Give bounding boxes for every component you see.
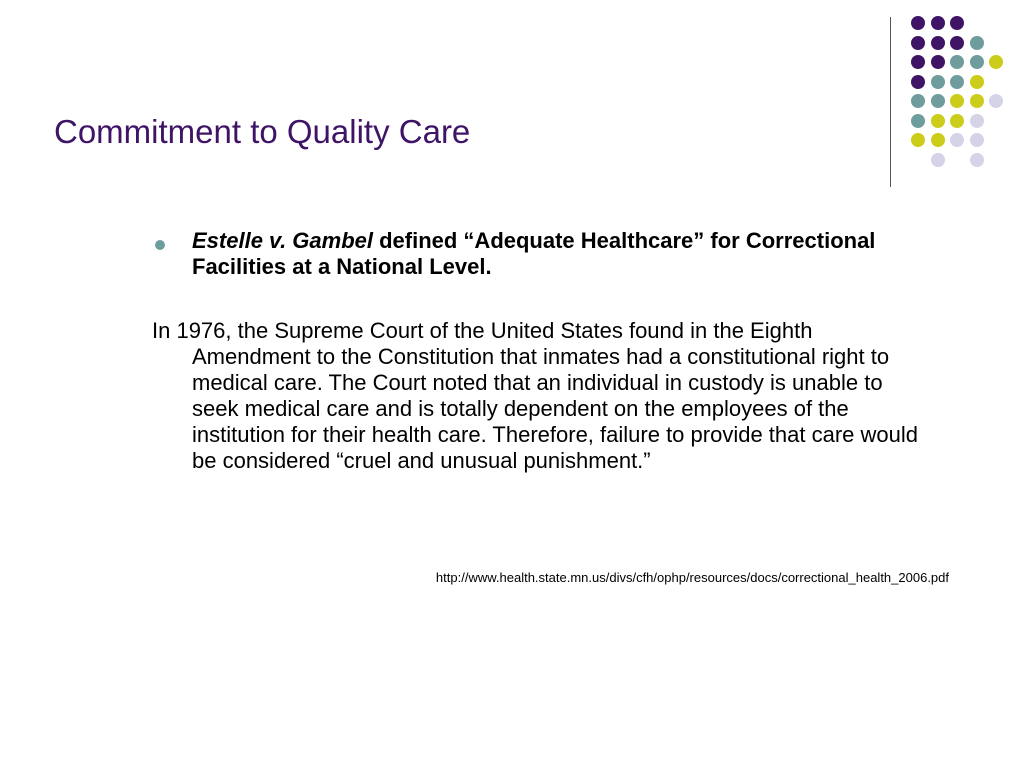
decorative-dot	[911, 133, 925, 147]
case-name: Estelle v. Gambel	[192, 228, 373, 253]
decorative-dot	[950, 55, 964, 69]
decorative-dot	[989, 94, 1003, 108]
decorative-dot	[989, 55, 1003, 69]
decorative-dot	[970, 114, 984, 128]
decorative-dot	[911, 114, 925, 128]
decorative-dot	[970, 94, 984, 108]
decorative-dot	[950, 94, 964, 108]
decorative-dot	[911, 16, 925, 30]
decorative-dot	[911, 36, 925, 50]
bullet-text	[192, 228, 912, 280]
decorative-dot	[931, 55, 945, 69]
decorative-dot	[970, 153, 984, 167]
decorative-dot	[950, 16, 964, 30]
decorative-dot	[950, 114, 964, 128]
decorative-dot	[931, 16, 945, 30]
decorative-dot	[931, 114, 945, 128]
decorative-dot	[970, 55, 984, 69]
decorative-dot	[931, 75, 945, 89]
decorative-dot	[970, 133, 984, 147]
decorative-dot	[950, 75, 964, 89]
source-url: http://www.health.state.mn.us/divs/cfh/ophp/resources/docs/correctional_health_2006.pdf	[435, 570, 949, 585]
decorative-dot	[931, 94, 945, 108]
bullet-dot-icon	[155, 240, 165, 250]
bullet-item	[152, 228, 912, 280]
slide-title: Commitment to Quality Care	[54, 113, 471, 150]
decorative-dot	[931, 36, 945, 50]
decorative-dot	[911, 94, 925, 108]
bullet-description: defined “Adequate Healthcare” for Correctional Facilities at a National Level.	[192, 228, 876, 279]
decorative-dot	[970, 36, 984, 50]
decorative-dot	[911, 55, 925, 69]
decorative-dot	[950, 133, 964, 147]
decorative-dot	[931, 153, 945, 167]
decorative-dot	[970, 75, 984, 89]
decorative-dot	[911, 75, 925, 89]
decorative-dot	[950, 36, 964, 50]
body-paragraph: In 1976, the Supreme Court of the United States found in the Eighth Amendment to the Constitution that inmates had a constitutional right to medical care. The Court noted that an individual in custody is unable to seek medical care and is totally dependent on the employees of the institution for their health care. Therefore, failure to provide that care would be considered “cruel and unusual punishment.”	[152, 318, 918, 473]
decorative-dot	[931, 133, 945, 147]
